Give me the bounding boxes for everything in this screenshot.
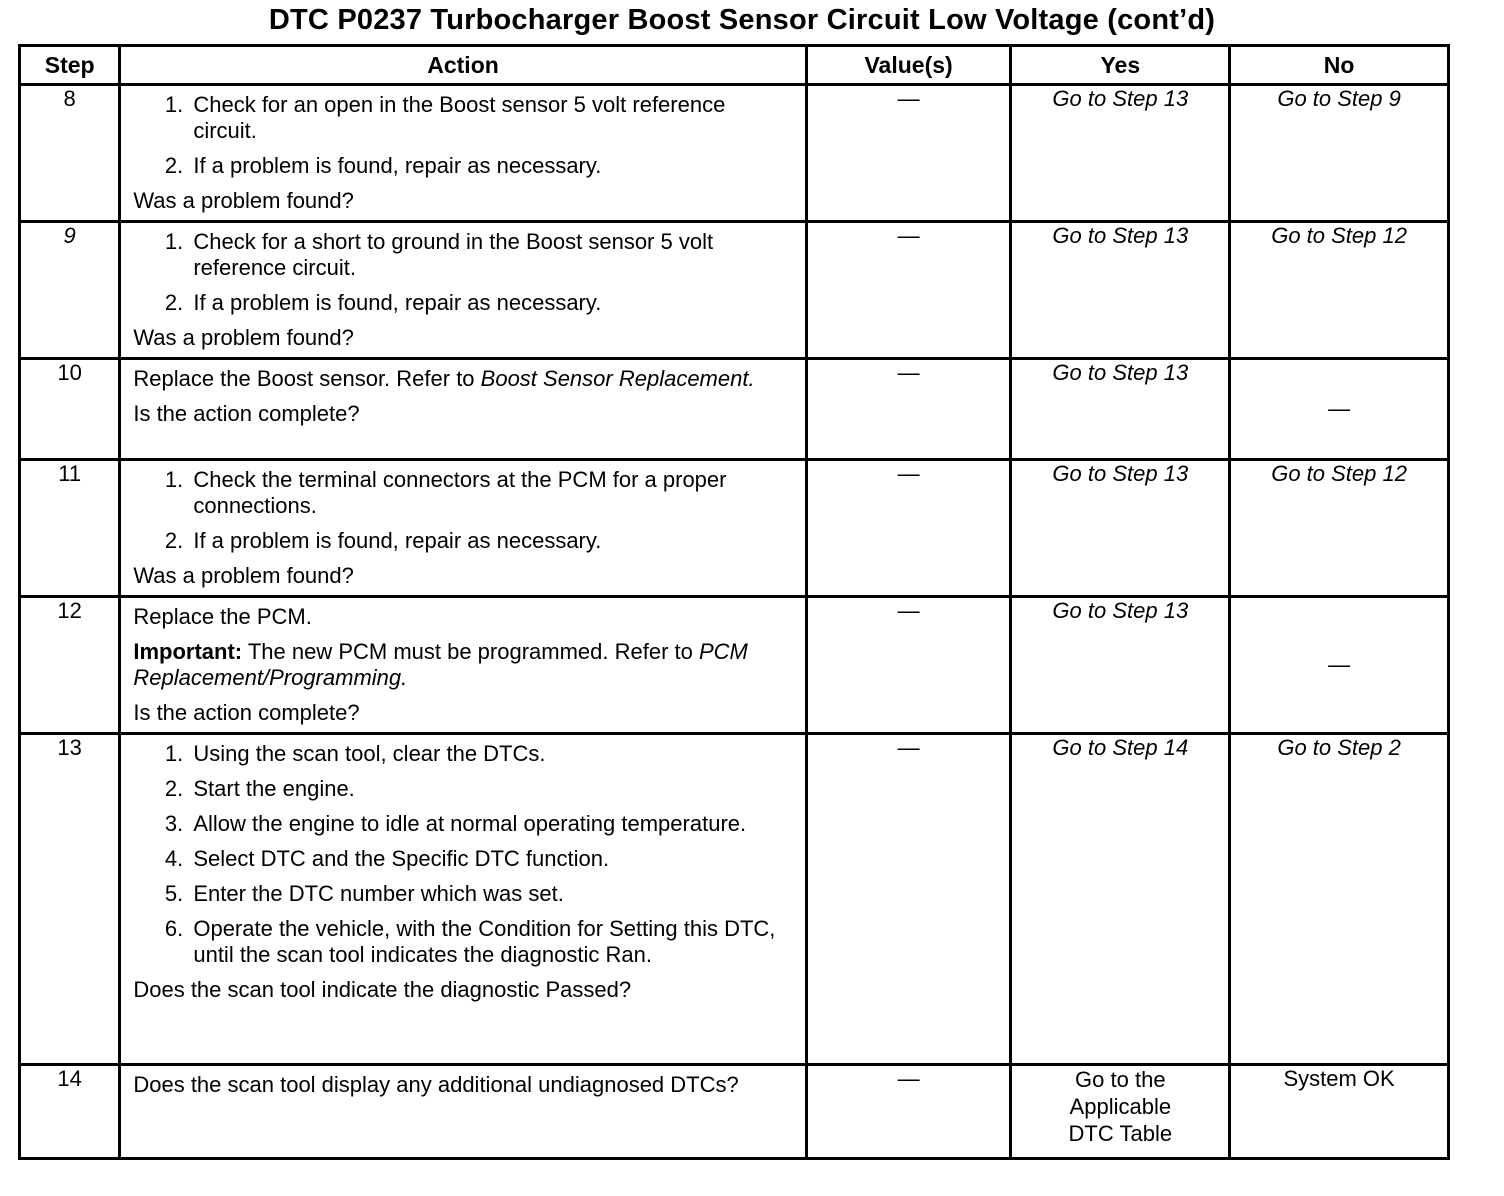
header-action: Action: [120, 46, 806, 85]
action-item: 1. Check for an open in the Boost sensor 5 volt reference circuit.: [189, 92, 794, 144]
no-cell: —: [1230, 597, 1449, 734]
action-item: 2. If a problem is found, repair as necessary.: [189, 290, 794, 316]
value-cell: —: [806, 734, 1011, 1065]
yes-cell: Go to Step 13: [1011, 597, 1230, 734]
action-cell: [120, 85, 806, 222]
table-row: [20, 85, 1449, 222]
no-cell: Go to Step 12: [1230, 222, 1449, 359]
table-row: [20, 460, 1449, 597]
action-cell: [120, 597, 806, 734]
yes-cell: Go to Step 13: [1011, 85, 1230, 222]
important-text: The new PCM must be programmed. Refer to: [242, 639, 699, 664]
header-yes: Yes: [1011, 46, 1230, 85]
action-question: Was a problem found?: [133, 325, 354, 350]
action-text: Replace the PCM.: [133, 604, 312, 629]
action-item: 2. If a problem is found, repair as necessary.: [189, 153, 794, 179]
step-number: 13: [20, 734, 120, 1065]
action-item: 1. Check for a short to ground in the Boost sensor 5 volt reference circuit.: [189, 229, 794, 281]
value-cell: —: [806, 1065, 1011, 1159]
header-no: No: [1230, 46, 1449, 85]
action-question: Does the scan tool indicate the diagnostic Passed?: [133, 977, 632, 1002]
step-number: 8: [20, 85, 120, 222]
value-cell: —: [806, 85, 1011, 222]
action-cell: [120, 222, 806, 359]
action-text: Replace the Boost sensor. Refer to: [133, 366, 481, 391]
action-item: 4. Select DTC and the Specific DTC function.: [189, 846, 794, 872]
action-reference: PCM Replacement/Programming.: [133, 639, 748, 690]
value-cell: —: [806, 597, 1011, 734]
yes-line: DTC Table: [1068, 1121, 1173, 1146]
action-question: Was a problem found?: [133, 563, 354, 588]
value-cell: —: [806, 222, 1011, 359]
page-title: DTC P0237 Turbocharger Boost Sensor Circuit Low Voltage (cont’d): [268, 4, 1216, 36]
yes-line: Applicable: [1069, 1094, 1172, 1119]
action-item: 1. Check the terminal connectors at the PCM for a proper connections.: [189, 467, 794, 519]
no-cell: —: [1230, 359, 1449, 460]
action-question: Is the action complete?: [133, 700, 360, 725]
action-cell: [120, 359, 806, 460]
table-row: [20, 597, 1449, 734]
step-number: 11: [20, 460, 120, 597]
action-item: 5. Enter the DTC number which was set.: [189, 881, 794, 907]
yes-cell: Go to Step 13: [1011, 460, 1230, 597]
value-cell: —: [806, 359, 1011, 460]
action-item: 3. Allow the engine to idle at normal operating temperature.: [189, 811, 794, 837]
action-cell: [120, 734, 806, 1065]
diagnostic-table: [18, 44, 1450, 1160]
no-cell: Go to Step 9: [1230, 85, 1449, 222]
no-cell: Go to Step 2: [1230, 734, 1449, 1065]
value-cell: —: [806, 460, 1011, 597]
action-question: Is the action complete?: [133, 401, 360, 426]
action-item: 2. Start the engine.: [189, 776, 794, 802]
header-step: Step: [20, 46, 120, 85]
yes-cell: Go to Step 13: [1011, 359, 1230, 460]
action-question: Was a problem found?: [133, 188, 354, 213]
yes-cell: Go to Step 14: [1011, 734, 1230, 1065]
action-cell: [120, 460, 806, 597]
action-item: 2. If a problem is found, repair as necessary.: [189, 528, 794, 554]
table-row: [20, 734, 1449, 1065]
table-row: [20, 1065, 1449, 1159]
yes-line: Go to the: [1075, 1067, 1166, 1092]
header-values: Value(s): [806, 46, 1011, 85]
no-cell: Go to Step 12: [1230, 460, 1449, 597]
step-number: 14: [20, 1065, 120, 1159]
table-header-row: [20, 46, 1449, 85]
table-row: [20, 222, 1449, 359]
important-label: Important:: [133, 639, 243, 664]
step-number: 12: [20, 597, 120, 734]
action-item: 6. Operate the vehicle, with the Condition for Setting this DTC, until the scan tool indicates the diagnostic Ran.: [189, 916, 794, 968]
yes-cell: Go to Step 13: [1011, 222, 1230, 359]
table-row: [20, 359, 1449, 460]
action-reference: Boost Sensor Replacement.: [480, 366, 755, 391]
action-question: Does the scan tool display any additional undiagnosed DTCs?: [133, 1072, 739, 1097]
action-item: 1. Using the scan tool, clear the DTCs.: [189, 741, 794, 767]
yes-cell: [1011, 1065, 1230, 1159]
no-cell: System OK: [1230, 1065, 1449, 1159]
step-number: 9: [20, 222, 120, 359]
action-cell: [120, 1065, 806, 1159]
step-number: 10: [20, 359, 120, 460]
